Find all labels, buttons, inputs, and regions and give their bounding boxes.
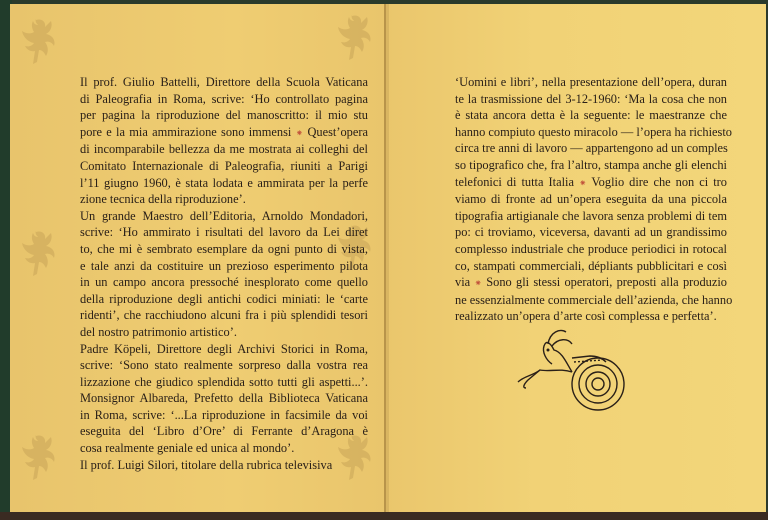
text-line: to, che mi è sembrato esemplare da ogni punto di vista,: [80, 241, 368, 256]
text-line: cosa realmente geniale ed unica al mondo’.: [80, 441, 295, 456]
right-page-text: [455, 74, 733, 325]
asterism-ornament-icon: ⁕: [578, 177, 587, 188]
text-line: viamo di fronte ad un’opera eseguita da una piccola: [455, 192, 727, 207]
pegasus-icon: [14, 432, 64, 492]
text-line: circa tre anni di lavoro — appartengono ad un comples: [455, 141, 728, 156]
text-line: l’11 giugno 1960, è stata lodata e ammirata per la perfe: [80, 175, 368, 190]
text-line: zione tecnica della riproduzione’.: [80, 192, 246, 207]
text-line: po: ci troviamo, viceversa, davanti ad un grandissimo: [455, 225, 727, 240]
text-line: so tipografico che, fra l’altro, stampa anche gli elenchi: [455, 157, 727, 172]
text-line: della riproduzione degli antichi codici miniati: le ‘carte: [80, 291, 368, 306]
text-line: lizzazione che giudico splendida sotto tutti gli aspetti...’.: [80, 374, 368, 389]
text-line: del nostro patrimonio artistico’.: [80, 324, 237, 339]
capricorn-woodcut-icon: [510, 322, 630, 417]
text-line: ‘Uomini e libri’, nella presentazione dell’opera, duran: [455, 75, 727, 89]
pegasus-icon: [14, 16, 64, 76]
text-line: e tale anzi da costituire un prezioso esperimento pilota: [80, 258, 368, 273]
text-line: via ⁕ Sono gli stessi operatori, preposti alla produzio: [455, 275, 727, 290]
text-line: in Roma, scrive: ‘...La riproduzione in facsimile da voi: [80, 407, 368, 422]
text-line: ridenti’, che racchiudono alcuni fra i più splendidi tesori: [80, 308, 368, 323]
text-line: in un campo ancora pressoché inesplorato come quello: [80, 275, 368, 290]
text-line: realizzato un’opera d’arte così complessa e perfetta’.: [455, 309, 717, 324]
text-line: te la trasmissione del 3-12-1960: ‘Ma la cosa che non: [455, 91, 727, 106]
text-line: Il prof. Giulio Battelli, Direttore della Scuola Vaticana: [80, 75, 368, 89]
text-line: Un grande Maestro dell’Editoria, Arnoldo Mondadori,: [80, 208, 368, 223]
text-line: complesso industriale che produce periodici in rotocal: [455, 241, 727, 256]
asterism-ornament-icon: ⁕: [474, 278, 482, 289]
asterism-ornament-icon: ⁕: [295, 127, 304, 138]
text-line: hanno compiuto questo miracolo — l’opera ha richiesto: [455, 124, 732, 139]
text-line: è stata ancora detta è la seguente: le maestranze che: [455, 108, 727, 123]
text-line: Il prof. Luigi Silori, titolare della rubrica televisiva: [80, 457, 333, 472]
pegasus-icon: [330, 12, 380, 72]
text-line: telefonici di tutta Italia ⁕ Voglio dire che non ci tro: [455, 174, 727, 189]
spine-shadow: [386, 4, 389, 512]
text-line: pore e la mia ammirazione sono immensi ⁕ Quest’opera: [80, 124, 368, 139]
text-line: di incomparabile bellezza da me mostrata ai colleghi del: [80, 142, 368, 157]
text-line: scrive: ‘Ho ammirato i risultati del lavoro da Lei diret: [80, 225, 368, 240]
text-line: Monsignor Albareda, Prefetto della Biblioteca Vaticana: [80, 391, 368, 406]
text-line: di Paleografia in Roma, scrive: ‘Ho controllato pagina: [80, 91, 368, 106]
text-line: tipografia artigianale che lavora senza problemi di tem: [455, 208, 727, 223]
text-line: co, stampati commerciali, dépliants pubblicitari e così: [455, 258, 727, 273]
pegasus-icon: [14, 228, 64, 288]
book-cover-bottom-edge: [0, 512, 768, 520]
text-line: Padre Köpeli, Direttore degli Archivi Storici in Roma,: [80, 341, 368, 356]
text-line: per pagina la riproduzione del manoscritto: il mio stu: [80, 108, 368, 123]
left-page-text: [80, 74, 368, 473]
text-line: ne essenzialmente commerciale dell’azienda, che hanno: [455, 292, 733, 307]
text-line: eseguita del ‘Libro d’Ore’ di Ferrante d’Aragona è: [80, 424, 368, 439]
text-line: scrive: ‘Sono stato realmente sorpreso dalla vostra rea: [80, 358, 368, 373]
text-line: Comitato Internazionale di Paleografia, riuniti a Parigi: [80, 158, 368, 173]
